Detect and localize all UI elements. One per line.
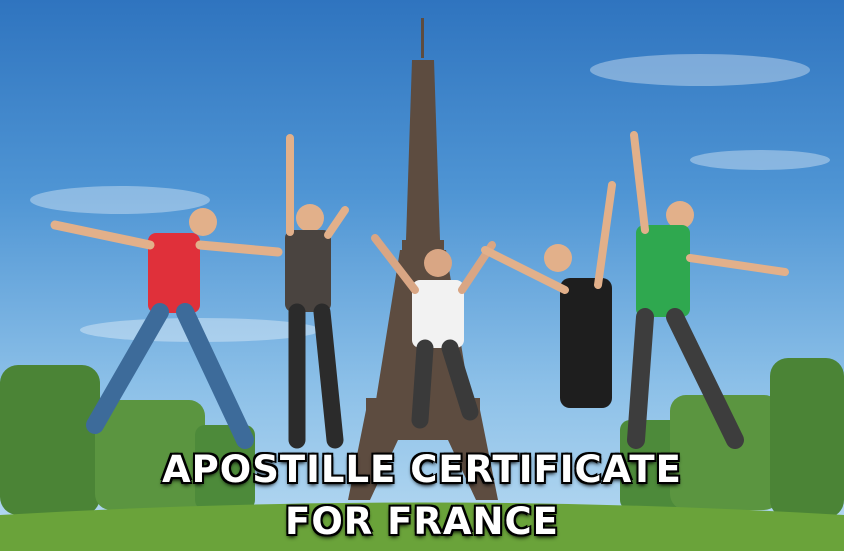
- person-black-overalls: [485, 185, 612, 408]
- caption-line-2: FOR FRANCE: [285, 500, 559, 543]
- person-green-shirt: [634, 135, 785, 440]
- caption-line-1: APOSTILLE CERTIFICATE: [162, 448, 682, 491]
- person-gray-shirt: [285, 138, 345, 440]
